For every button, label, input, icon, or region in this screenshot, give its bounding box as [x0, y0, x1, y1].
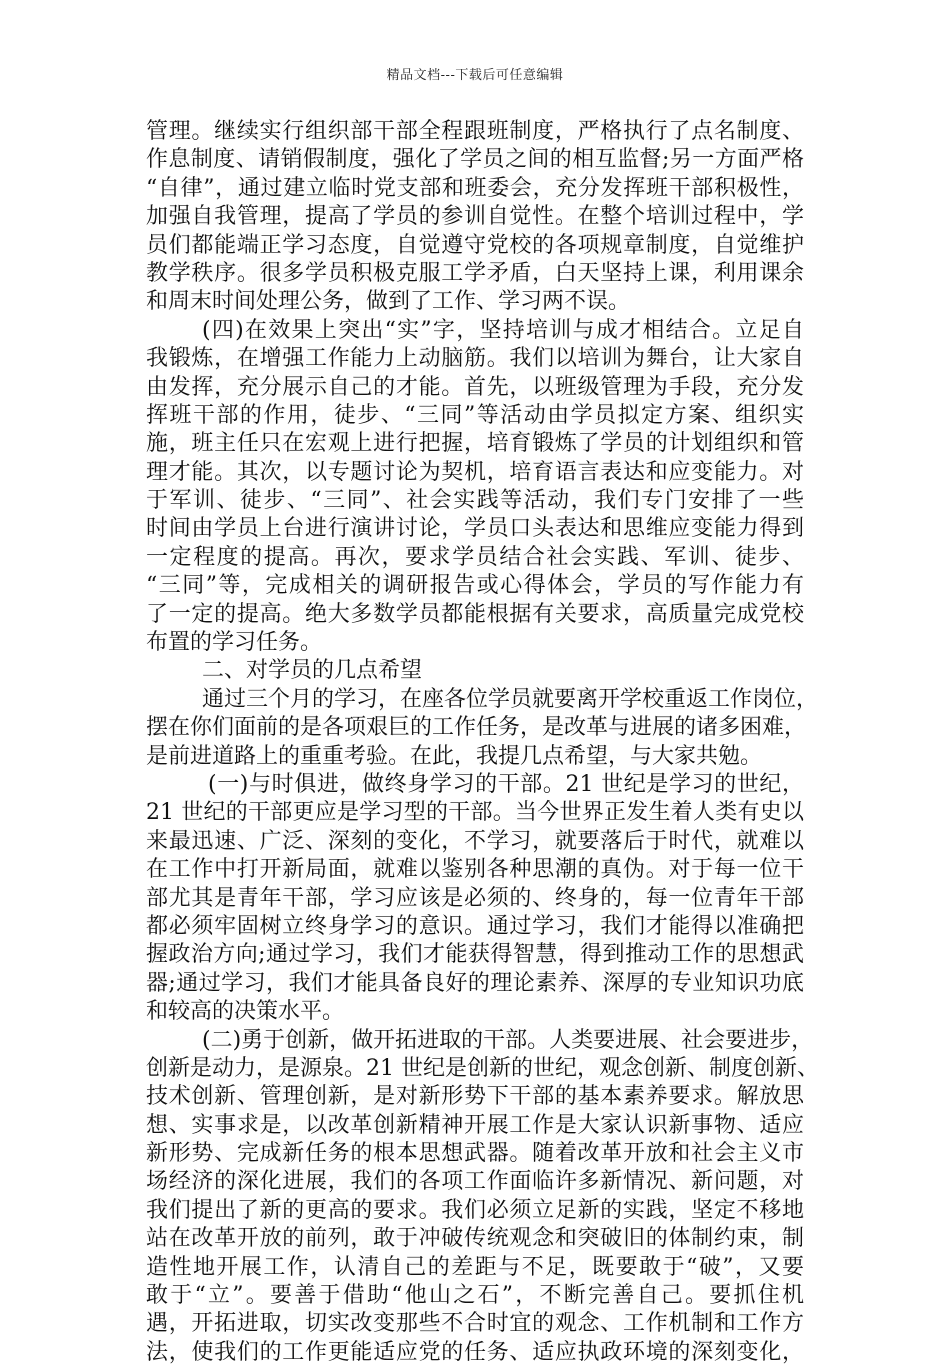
text-line: 在工作中打开新局面，就难以鉴别各种思潮的真伪。对于每一位干	[146, 857, 804, 883]
text-line: 站在改革开放的前列，敢于冲破传统观念和突破旧的体制约束，制	[146, 1226, 804, 1252]
page-header: 精品文档---下载后可任意编辑	[386, 68, 564, 83]
text-line: 我们提出了新的更高的要求。我们必须立足新的实践，坚定不移地	[146, 1197, 804, 1223]
text-line: 敢于“立”。要善于借助“他山之石”，不断完善自己。要抓住机	[146, 1283, 804, 1309]
text-line: 都必须牢固树立终身学习的意识。通过学习，我们才能得以准确把	[146, 913, 804, 939]
text-line: (四)在效果上突出“实”字，坚持培训与成才相结合。立足自	[202, 317, 804, 343]
text-line: “三同”等，完成相关的调研报告或心得体会，学员的写作能力有	[146, 573, 804, 599]
text-line: 创新是动力，是源泉。21 世纪是创新的世纪，观念创新、制度创新、	[146, 1055, 819, 1081]
text-line: 造性地开展工作，认清自己的差距与不足，既要敢于“破”，又要	[146, 1254, 804, 1280]
text-line: 通过三个月的学习，在座各位学员就要离开学校重返工作岗位，	[202, 686, 819, 712]
text-line: 法，使我们的工作更能适应党的任务、适应执政环境的深刻变化，	[146, 1339, 804, 1365]
text-line: 挥班干部的作用，徒步、“三同”等活动由学员拟定方案、组织实	[146, 402, 804, 428]
text-line: 器;通过学习，我们才能具备良好的理论素养、深厚的专业知识功底	[146, 970, 804, 996]
document-body	[146, 118, 819, 1367]
text-line: 作息制度、请销假制度，强化了学员之间的相互监督;另一方面严格	[146, 147, 804, 173]
text-line: 布置的学习任务。	[146, 630, 323, 656]
text-line: 是前进道路上的重重考验。在此，我提几点希望，与大家共勉。	[146, 743, 763, 769]
text-line: 和周末时间处理公务，做到了工作、学习两不误。	[146, 289, 631, 315]
text-line: 遇，开拓进取，切实改变那些不合时宜的观念、工作机制和工作方	[146, 1311, 804, 1337]
text-line: 来最迅速、广泛、深刻的变化，不学习，就要落后于时代，就难以	[146, 828, 804, 854]
text-line: 想、实事求是，以改革创新精神开展工作是大家认识新事物、适应	[146, 1112, 804, 1138]
text-line: 和较高的决策水平。	[146, 999, 345, 1025]
text-line: 员们都能端正学习态度，自觉遵守党校的各项规章制度，自觉维护	[146, 232, 804, 258]
text-line: (二)勇于创新，做开拓进取的干部。人类要进展、社会要进步，	[202, 1027, 814, 1053]
text-line: 由发挥，充分展示自己的才能。首先，以班级管理为手段，充分发	[146, 374, 804, 400]
text-line: 技术创新、管理创新，是对新形势下干部的基本素养要求。解放思	[146, 1084, 804, 1110]
text-line: 了一定的提高。绝大多数学员都能根据有关要求，高质量完成党校	[146, 601, 804, 627]
text-line: 理才能。其次，以专题讨论为契机，培育语言表达和应变能力。对	[146, 459, 804, 485]
text-line: 场经济的深化进展，我们的各项工作面临许多新情况、新问题，对	[146, 1169, 804, 1195]
text-line: 于军训、徒步、“三同”、社会实践等活动，我们专门安排了一些	[146, 488, 804, 514]
text-line: 握政治方向;通过学习，我们才能获得智慧，得到推动工作的思想武	[146, 942, 804, 968]
text-line: 新形势、完成新任务的根本思想武器。随着改革开放和社会主义市	[146, 1141, 804, 1167]
text-line: 部尤其是青年干部，学习应该是必须的、终身的，每一位青年干部	[146, 885, 804, 911]
text-line: 施，班主任只在宏观上进行把握，培育锻炼了学员的计划组织和管	[146, 431, 804, 457]
text-line: 加强自我管理，提高了学员的参训自觉性。在整个培训过程中，学	[146, 204, 804, 230]
text-line: 一定程度的提高。再次，要求学员结合社会实践、军训、徒步、	[146, 544, 804, 570]
text-line: 摆在你们面前的是各项艰巨的工作任务，是改革与进展的诸多困难，	[146, 715, 807, 741]
text-line: 时间由学员上台进行演讲讨论，学员口头表达和思维应变能力得到	[146, 516, 804, 542]
text-line: 我锻炼，在增强工作能力上动脑筋。我们以培训为舞台，让大家自	[146, 346, 804, 372]
text-line: “自律”，通过建立临时党支部和班委会，充分发挥班干部积极性，	[146, 175, 804, 201]
text-line: 教学秩序。很多学员积极克服工学矛盾，白天坚持上课，利用课余	[146, 260, 804, 286]
text-line: 21 世纪的干部更应是学习型的干部。当今世界正发生着人类有史以	[146, 800, 804, 826]
text-line: (一)与时俱进，做终身学习的干部。21 世纪是学习的世纪，	[208, 771, 804, 797]
text-line: 管理。继续实行组织部干部全程跟班制度，严格执行了点名制度、	[146, 119, 804, 144]
text-line: 二、对学员的几点希望	[202, 658, 423, 684]
